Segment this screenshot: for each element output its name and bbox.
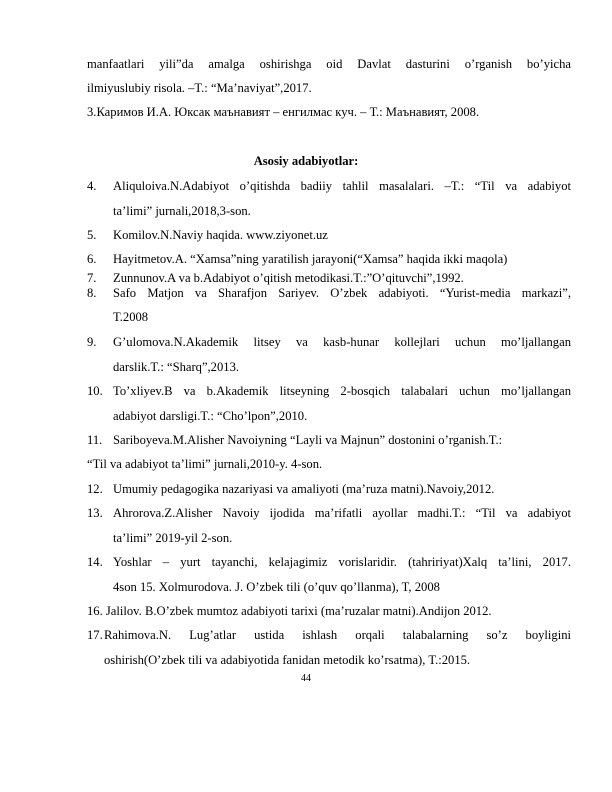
ref-14-number: 14. bbox=[87, 555, 103, 569]
ref-7-line-1: Zunnunov.A va b.Adabiyot o’qitish metodikasi.T.:”O’qituvchi”,1992. bbox=[113, 271, 464, 285]
ref-6-line-1: Hayitmetov.A. “Xamsa”ning yaratilish jarayoni(“Xamsa” haqida ikki maqola) bbox=[113, 252, 508, 266]
ref-10-number: 10. bbox=[87, 384, 103, 398]
ref-16: 16. Jalilov. B.O’zbek mumtoz adabiyoti tarixi (ma’ruzalar matni).Andijon 2012. bbox=[87, 604, 492, 618]
ref-10-line-2: adabiyot darsligi.T.: “Cho’lpon”,2010. bbox=[113, 409, 308, 423]
ref-13-line-1: Ahrorova.Z.Alisher Navoiy ijodida ma’rifatli ayollar madhi.T.: “Til va adabiyot bbox=[113, 506, 571, 520]
ref-14-line-2: 4son 15. Xolmurodova. J. O’zbek tili (o’quv qo’llanma), T, 2008 bbox=[113, 580, 440, 594]
ref-12-number: 12. bbox=[87, 482, 103, 496]
ref-6-number: 6. bbox=[87, 252, 97, 266]
section-title: Asosiy adabiyotlar: bbox=[253, 154, 359, 168]
ref-14-line-1: Yoshlar – yurt tayanchi, kelajagimiz vorislaridir. (tahririyat)Xalq ta’lini, 2017. bbox=[113, 555, 571, 569]
ref-9-line-1: G’ulomova.N.Akademik litsey va kasb-hunar kollejlari uchun mo’ljallangan bbox=[113, 335, 571, 349]
ref-17-number: 17. bbox=[87, 628, 103, 642]
ref-17-line-1: Rahimova.N. Lug’atlar ustida ishlash orqali talabalarning so’z boyligini bbox=[104, 628, 571, 642]
ref-8-line-2: T.2008 bbox=[113, 310, 149, 324]
ref-9-line-2: darslik.T.: “Sharq”,2013. bbox=[113, 360, 240, 374]
ref-11-line-2: “Til va adabiyot ta’limi” jurnali,2010-y. 4-son. bbox=[87, 457, 323, 471]
ref-8-number: 8. bbox=[87, 286, 97, 300]
ref-12-line-1: Umumiy pedagogika nazariyasi va amaliyoti (ma’ruza matni).Navoiy,2012. bbox=[113, 482, 495, 496]
ref-11-number: 11. bbox=[87, 433, 103, 447]
ref-10-line-1: To’xliyev.B va b.Akademik litseyning 2-bosqich talabalari uchun mo’ljallangan bbox=[113, 384, 571, 398]
ref-17-line-2: oshirish(O’zbek tili va adabiyotida fanidan metodik ko’rsatma), T.:2015. bbox=[104, 653, 471, 667]
ref-9-number: 9. bbox=[87, 335, 97, 349]
ref-11-line-1: Sariboyeva.M.Alisher Navoiyning “Layli va Majnun” dostonini o’rganish.T.: bbox=[113, 433, 503, 447]
ref-13-line-2: ta’limi” 2019-yil 2-son. bbox=[113, 531, 233, 545]
ref-5-number: 5. bbox=[87, 228, 97, 242]
ref-8-line-1: Safo Matjon va Sharafjon Sariyev. O’zbek adabiyoti. “Yurist-media markazi”, bbox=[113, 286, 571, 300]
ref-7-number: 7. bbox=[87, 271, 97, 285]
intro-line-2: ilmiyuslubiy risola. –T.: “Ma’naviyat”,2017. bbox=[87, 81, 312, 95]
intro-line-1: manfaatlari yili”da amalga oshirishga oid Davlat dasturini o’rganish bo’yicha bbox=[87, 57, 571, 71]
ref-4-line-2: ta’limi” jurnali,2018,3-son. bbox=[113, 204, 251, 218]
intro-line-3: 3.Каримов И.А. Юксак маънавият – енгилмас куч. – Т.: Маънавият, 2008. bbox=[87, 105, 480, 119]
ref-5-line-1: Komilov.N.Naviy haqida. www.ziyonet.uz bbox=[113, 228, 328, 242]
page-number: 44 bbox=[301, 673, 311, 684]
ref-4-number: 4. bbox=[87, 179, 97, 193]
ref-4-line-1: Aliquloiva.N.Adabiyot o’qitishda badiiy tahlil masalalari. –T.: “Til va adabiyot bbox=[113, 179, 571, 193]
ref-13-number: 13. bbox=[87, 506, 103, 520]
